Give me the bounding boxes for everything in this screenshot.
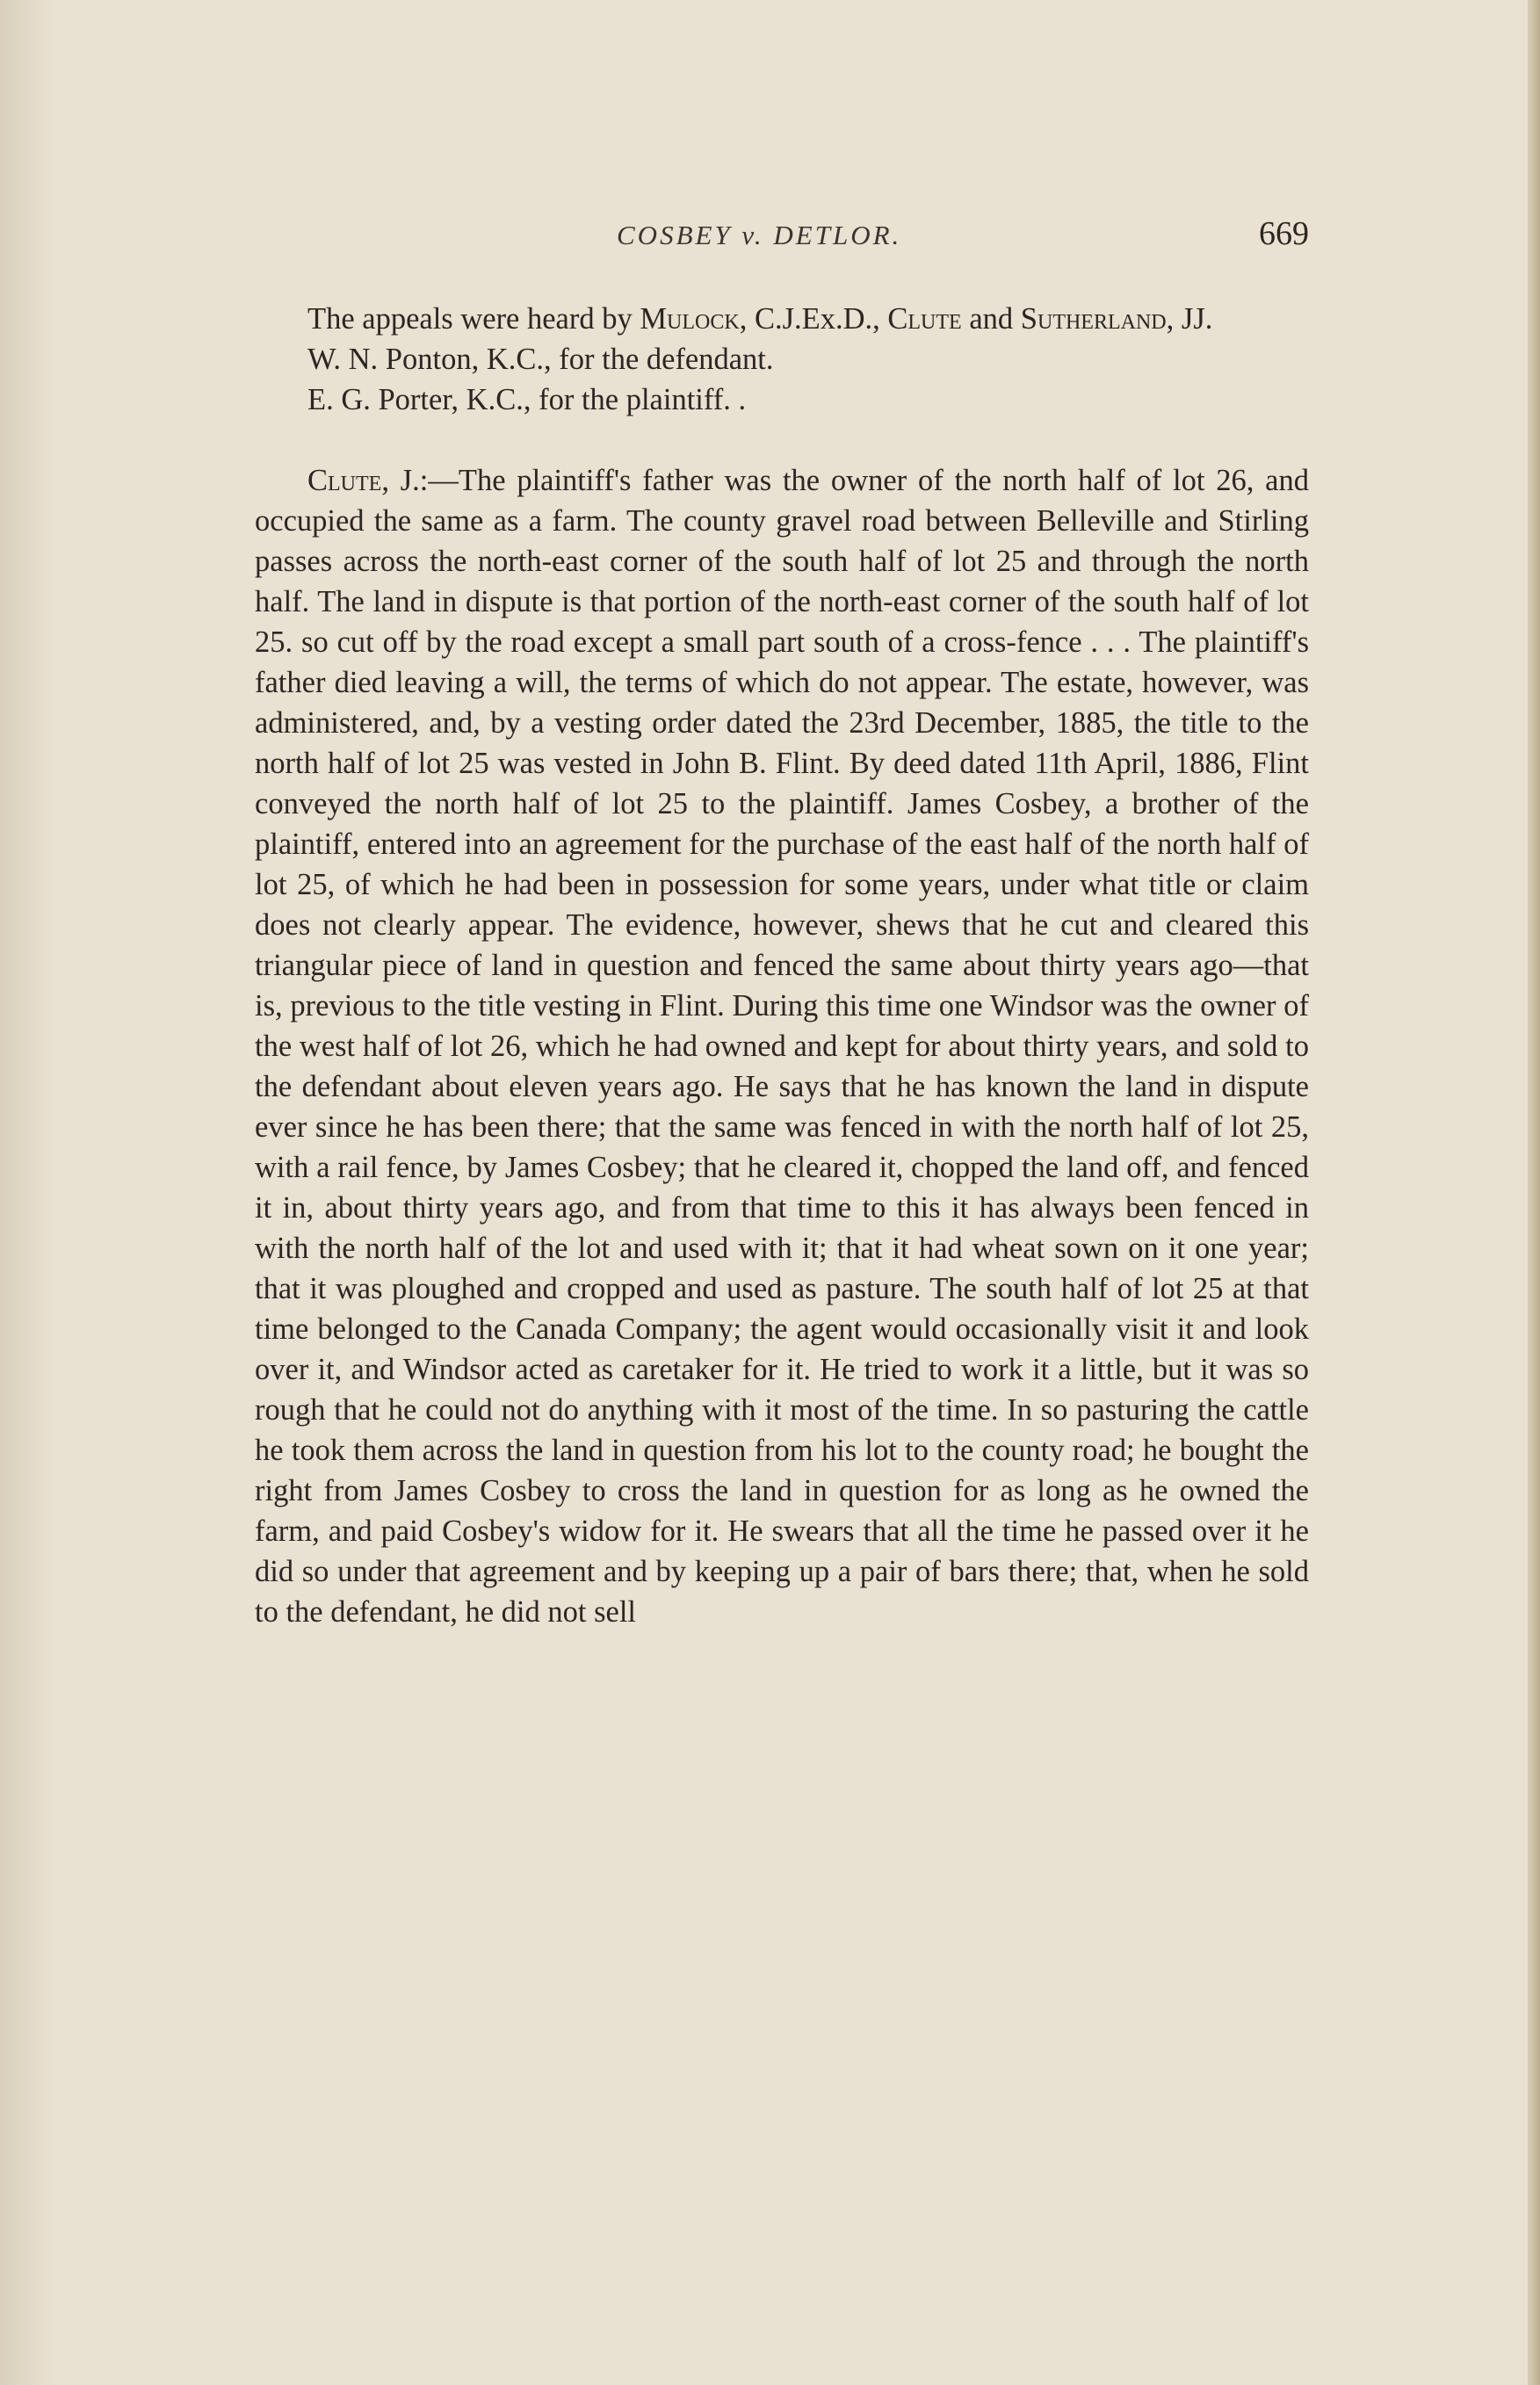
judge-name: Clute bbox=[887, 302, 962, 336]
page-edge bbox=[1528, 0, 1540, 2385]
counsel-plaintiff: E. G. Porter, K.C., for the plaintiff. . bbox=[307, 383, 747, 416]
running-head bbox=[255, 215, 1309, 264]
paragraph-text: , JJ. bbox=[1166, 302, 1213, 336]
body-text bbox=[255, 299, 1309, 1632]
judge-name: Clute bbox=[307, 464, 382, 497]
judge-name: Mulock bbox=[640, 302, 740, 336]
running-head-title: COSBEY v. DETLOR. bbox=[617, 220, 902, 250]
page-gutter-shadow bbox=[0, 0, 53, 2385]
page-number: 669 bbox=[1259, 215, 1309, 252]
paragraph-text: The appeals were heard by bbox=[307, 302, 640, 336]
paragraph-appeal-heard bbox=[255, 299, 1309, 339]
judge-name: Sutherland bbox=[1020, 302, 1167, 336]
paragraph-text: and bbox=[961, 302, 1021, 336]
judgment-paragraph bbox=[255, 460, 1309, 1632]
paragraph-text: , J.:—The plaintiff's father was the owner of the north half of lot 26, and occupied the same as a farm. The county gravel road between Belleville and Stirling passes across the north-east corner of the south half of lot 25 and through the north half. The land in dispute is that portion of the north-east corner of the south half of lot 25. so cut off by the road except a small part south of a cross-fence . . . The plaintiff's father died leaving a will, the terms of which do not appear. The estate, however, was administered, and, by a vesting order dated the 23rd December, 1885, the title to the north half of lot 25 was vested in John B. Flint. By deed dated 11th April, 1886, Flint conveyed the north half of lot 25 to the plaintiff. James Cosbey, a brother of the plaintiff, entered into an agreement for the purchase of the east half of the north half of lot 25, of which he had been in possession for some years, under what title or claim does not clearly appear. The evidence, however, shews that he cut and cleared this triangular piece of land in question and fenced the same about thirty years ago—that is, previous to the title vesting in Flint. During this time one Windsor was the owner of the west half of lot 26, which he had owned and kept for about thirty years, and sold to the defendant about eleven years ago. He says that he has known the land in dispute ever since he has been there; that the same was fenced in with the north half of lot 25, with a rail fence, by James Cosbey; that he cleared it, chopped the land off, and fenced it in, about thirty years ago, and from that time to this it has always been fenced in with the north half of the lot and used with it; that it had wheat sown on it one year; that it was ploughed and cropped and used as pasture. The south half of lot 25 at that time belonged to the Canada Company; the agent would occasionally visit it and look over it, and Windsor acted as caretaker for it. He tried to work it a little, but it was so rough that he could not do anything with it most of the time. In so pasturing the cattle he took them across the land in question from his lot to the county road; he bought the right from James Cosbey to cross the land in question for as long as he owned the farm, and paid Cosbey's widow for it. He swears that all the time he passed over it he did so under that agreement and by keeping up a pair of bars there; that, when he sold to the defendant, he did not sell bbox=[255, 464, 1309, 1629]
counsel-defendant: W. N. Ponton, K.C., for the defendant. bbox=[307, 343, 774, 376]
paragraph-text: , C.J.Ex.D., bbox=[739, 302, 888, 336]
